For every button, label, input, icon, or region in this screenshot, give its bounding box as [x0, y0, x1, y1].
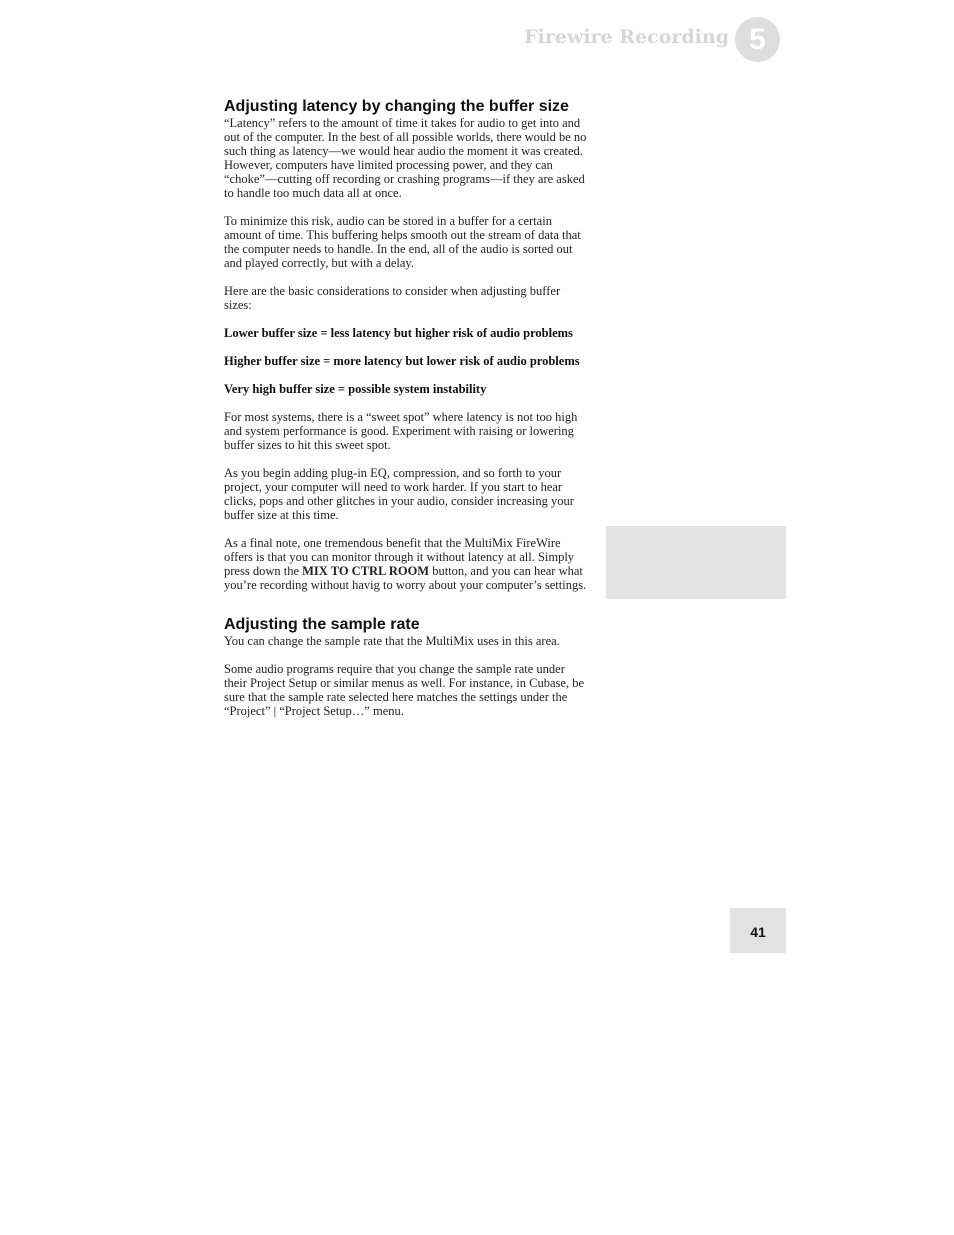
mix-to-ctrl-room-label: MIX TO CTRL ROOM [302, 564, 430, 578]
paragraph-considerations: Here are the basic considerations to consider when adjusting buffer sizes: [224, 284, 561, 312]
chapter-number-badge: 5 [735, 17, 780, 62]
chapter-title: Firewire Recording [524, 26, 729, 48]
paragraph-latency-intro: “Latency” refers to the amount of time it takes for audio to get into and out of the computer. In the best of all possible worlds, there would be no such thing as latency—we would hear audio the moment it was created. However, computers have limited processing power, and they can “choke”—cutting off recording or crashing programs—if they are asked to handle too much data all at once. [224, 116, 587, 200]
section-heading-latency: Adjusting latency by changing the buffer size [224, 98, 569, 115]
paragraph-project-setup: Some audio programs require that you change the sample rate under their Project Setup or similar menus as well. For instance, in Cubase, be sure that the sample rate selected here matches the settings under the “Project” | “Project Setup…” menu. [224, 662, 584, 718]
paragraph-plugins: As you begin adding plug-in EQ, compression, and so forth to your project, your computer will need to work harder. If you start to hear clicks, pops and other glitches in your audio, consider increasing your buffer size at this time. [224, 466, 574, 522]
final-note-text-before: As a final note, one tremendous benefit that the MultiMix FireWire offers is that you can monitor through it without latency at all. Simply press down the [224, 536, 575, 578]
paragraph-buffer-explained: To minimize this risk, audio can be stored in a buffer for a certain amount of time. This buffering helps smooth out the stream of data that the computer needs to handle. In the end, all of the audio is sorted out and played correctly, but with a delay. [224, 214, 581, 270]
rule-very-high-buffer: Very high buffer size = possible system instability [224, 382, 487, 396]
paragraph-sweet-spot: For most systems, there is a “sweet spot” where latency is not too high and system performance is good. Experiment with raising or lowering buffer sizes to hit this sweet spot. [224, 410, 578, 452]
sidebar-gray-box [606, 526, 786, 599]
final-note-text-after: button, and you can hear what you’re recording without havig to worry about your computer’s settings. [224, 564, 587, 592]
section-heading-sample-rate: Adjusting the sample rate [224, 616, 420, 633]
page-number: 41 [730, 908, 786, 953]
paragraph-sample-rate-intro: You can change the sample rate that the MultiMix uses in this area. [224, 634, 560, 648]
rule-higher-buffer: Higher buffer size = more latency but lower risk of audio problems [224, 354, 580, 368]
main-content [224, 98, 590, 732]
rule-lower-buffer: Lower buffer size = less latency but higher risk of audio problems [224, 326, 573, 340]
paragraph-final-note [224, 536, 590, 592]
